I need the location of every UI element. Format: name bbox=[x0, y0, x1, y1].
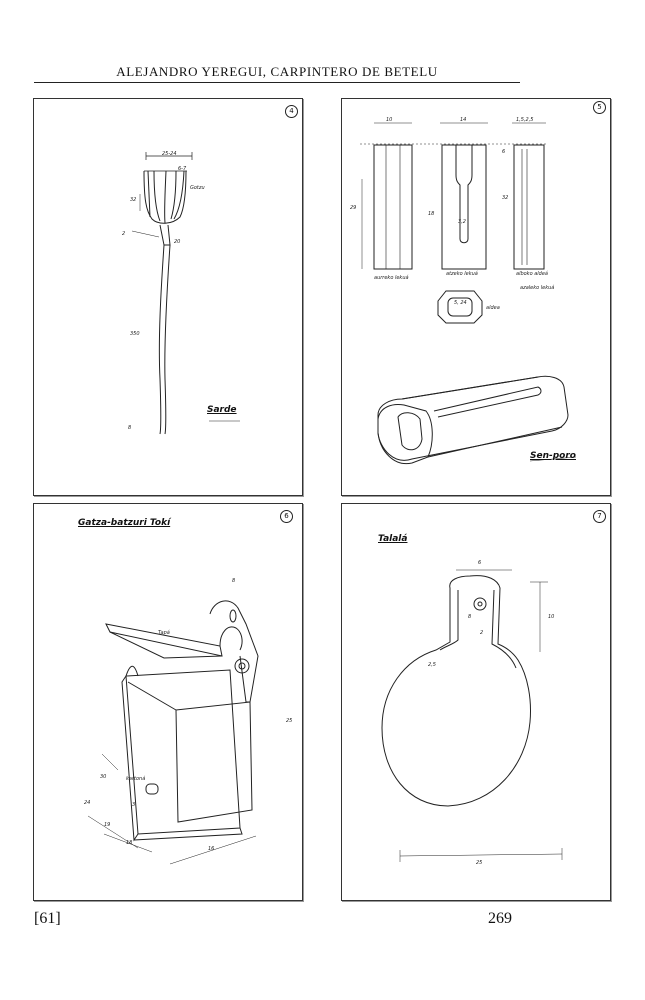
salt-box-drawing bbox=[34, 504, 302, 900]
folio-right: 269 bbox=[488, 910, 512, 927]
dim-10: 10 bbox=[386, 117, 393, 123]
dim-handle-width: 6 bbox=[478, 560, 482, 566]
plate-sen-poro bbox=[341, 98, 611, 496]
caption-talala: Talalá bbox=[378, 534, 408, 544]
plate-salt-box bbox=[33, 503, 303, 901]
plate-number-7: 7 bbox=[593, 510, 606, 523]
plate-sarde bbox=[33, 98, 303, 496]
dim-diameter: 25 bbox=[476, 860, 483, 866]
dim-mark-2: 2 bbox=[122, 231, 126, 237]
label-lid: azaleko lekuá bbox=[520, 285, 555, 291]
dim-29: 29 bbox=[350, 205, 357, 211]
caption-sen-poro: Sen-poro bbox=[530, 451, 576, 461]
label-back: atzeko lekuá bbox=[446, 271, 478, 277]
plate-number-5: 5 bbox=[593, 101, 606, 114]
dim-handle-length: 10 bbox=[548, 614, 555, 620]
talala-drawing bbox=[342, 504, 610, 900]
dim-16: 16 bbox=[208, 846, 215, 852]
dim-8: 8 bbox=[232, 578, 236, 584]
dim-3: 3 bbox=[132, 802, 136, 808]
label-aldea: aldea bbox=[486, 305, 500, 311]
dim-20: 20 bbox=[174, 239, 181, 245]
dim-mark-8: 8 bbox=[128, 425, 132, 431]
sen-poro-drawing bbox=[342, 99, 610, 495]
label-side: alboko aldeá bbox=[516, 271, 548, 277]
dim-14: 14 bbox=[460, 117, 467, 123]
dim-3-2: 3,2 bbox=[458, 219, 466, 225]
label-front: aurreko lekuá bbox=[374, 275, 409, 281]
label-gotzu: Gotzu bbox=[190, 185, 205, 191]
running-head: ALEJANDRO YEREGUI, CARPINTERO DE BETELU bbox=[116, 64, 438, 79]
folio-left: [61] bbox=[34, 910, 61, 927]
dim-25: 25 bbox=[286, 718, 293, 724]
caption-sarde: Sarde bbox=[207, 405, 237, 415]
dim-2-5: 2,5 bbox=[428, 662, 436, 668]
plate-number-6: 6 bbox=[280, 510, 293, 523]
dim-32: 32 bbox=[502, 195, 509, 201]
dim-18: 18 bbox=[126, 840, 133, 846]
plate-talala bbox=[341, 503, 611, 901]
dim-prong-length: 32 bbox=[130, 197, 137, 203]
dim-18: 18 bbox=[428, 211, 435, 217]
dim-section: 5, 24 bbox=[454, 300, 467, 306]
dim-30: 30 bbox=[100, 774, 107, 780]
dim-24: 24 bbox=[84, 800, 91, 806]
caption-salt-box: Gatza-batzuri Tokí bbox=[78, 518, 171, 528]
head-rule bbox=[34, 82, 520, 83]
dim-hole: 8 bbox=[468, 614, 472, 620]
dim-width: 25-24 bbox=[162, 151, 177, 157]
dim-19: 19 bbox=[104, 822, 111, 828]
dim-handle-length: 350 bbox=[130, 331, 140, 337]
dim-6: 6 bbox=[502, 149, 506, 155]
dim-side-widths: 1,5,2,5 bbox=[516, 117, 534, 123]
label-tapa: Tapá bbox=[158, 630, 170, 636]
plate-number-4: 4 bbox=[285, 105, 298, 118]
label-kartona: kartoná bbox=[126, 776, 146, 782]
dim-2: 2 bbox=[480, 630, 484, 636]
pitchfork-drawing bbox=[34, 99, 302, 495]
dim-width-inner: 6-7 bbox=[178, 166, 187, 172]
